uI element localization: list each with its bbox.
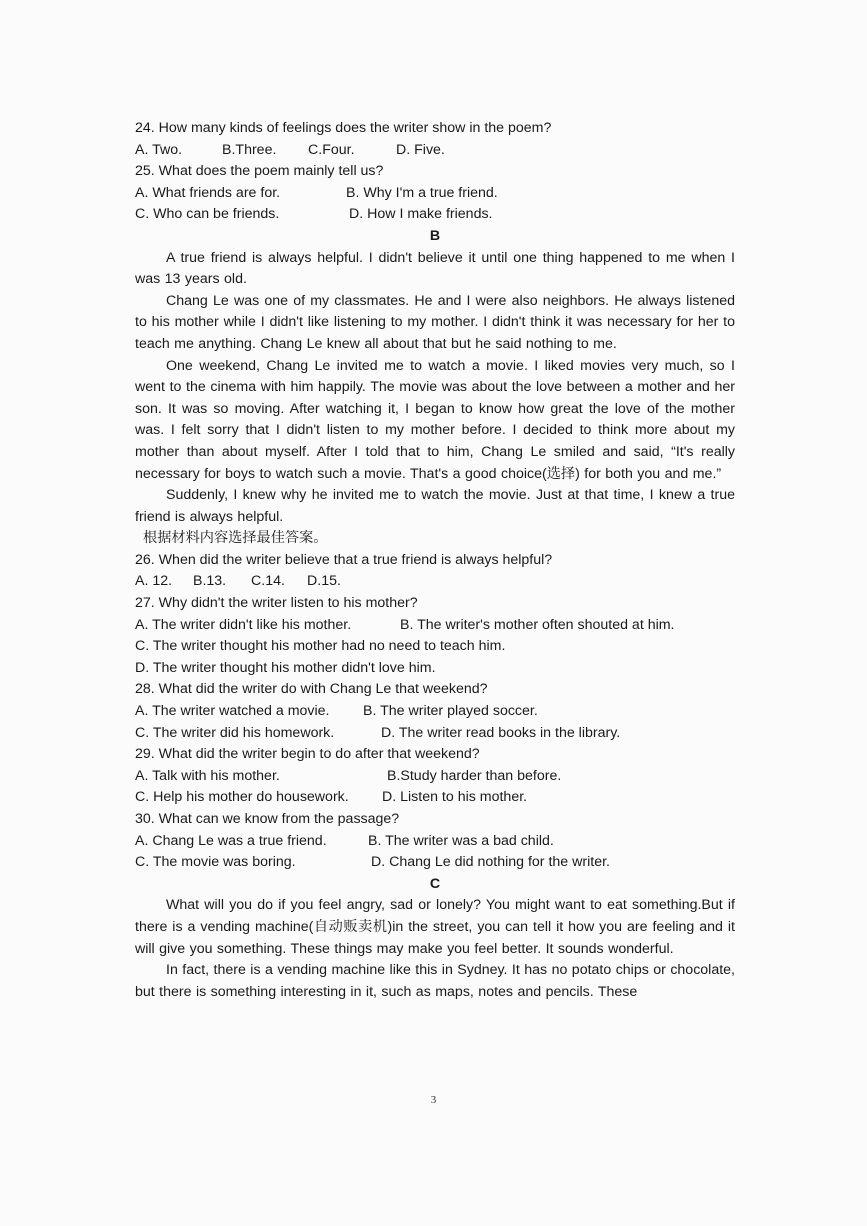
q30-option-c: C. The movie was boring. xyxy=(135,854,296,871)
q26-option-a: A. 12. xyxy=(135,573,173,590)
q24-option-c: C.Four. xyxy=(308,141,355,158)
q25-option-d: D. How I make friends. xyxy=(349,206,493,223)
q27-option-a: A. The writer didn't like his mother. xyxy=(135,616,352,633)
q28-option-d: D. The writer read books in the library. xyxy=(381,724,621,741)
q28-option-b: B. The writer played soccer. xyxy=(363,703,538,720)
question-30-options-row-2 xyxy=(135,852,735,874)
question-28-options-row-2 xyxy=(135,723,735,745)
q27-option-d: D. The writer thought his mother didn't love him. xyxy=(135,659,436,676)
q26-option-b: B.13. xyxy=(193,573,227,590)
q25-option-a: A. What friends are for. xyxy=(135,184,281,201)
q28-option-a: A. The writer watched a movie. xyxy=(135,703,330,720)
question-29: 29. What did the writer begin to do after that weekend? xyxy=(135,746,480,763)
q29-option-d: D. Listen to his mother. xyxy=(382,789,528,806)
question-24: 24. How many kinds of feelings does the writer show in the poem? xyxy=(135,120,552,136)
question-28: 28. What did the writer do with Chang Le that weekend? xyxy=(135,681,488,698)
question-30: 30. What can we know from the passage? xyxy=(135,811,400,827)
q30-option-b: B. The writer was a bad child. xyxy=(368,832,554,849)
question-27: 27. Why didn't the writer listen to his mother? xyxy=(135,595,418,612)
question-27-options-row-1 xyxy=(135,615,735,637)
section-b-instruction: 根据材料内容选择最佳答案。 xyxy=(143,530,328,547)
q25-option-b: B. Why I'm a true friend. xyxy=(346,184,498,201)
question-26: 26. When did the writer believe that a true friend is always helpful? xyxy=(135,551,553,568)
q30-option-a: A. Chang Le was a true friend. xyxy=(135,832,327,849)
section-c-paragraph-1: What will you do if you feel angry, sad or lonely? You might want to eat something.But if there is a vending machine(自动贩卖机)in the street, you can tell it how you are feeling and it will give you something. These things may make you feel better. It sounds wonderful. xyxy=(135,897,735,957)
page-content xyxy=(135,118,735,1003)
q29-option-b: B.Study harder than before. xyxy=(387,767,562,784)
question-25-options-row-1 xyxy=(135,183,735,205)
q29-option-c: C. Help his mother do housework. xyxy=(135,789,349,806)
q24-option-b: B.Three. xyxy=(222,141,277,158)
q27-option-b: B. The writer's mother often shouted at him. xyxy=(400,616,675,633)
section-b-heading: B xyxy=(429,227,441,244)
q29-option-a: A. Talk with his mother. xyxy=(135,767,280,784)
question-28-options-row-1 xyxy=(135,701,735,723)
q24-option-a: A. Two. xyxy=(135,141,183,158)
section-b-paragraph-3: One weekend, Chang Le invited me to watch a movie. I liked movies very much, so I went to the cinema with him happily. The movie was about the love between a mother and her son. It was so moving. After watching it, I began to know how great the love of the mother was. I felt sorry that I didn't listen to my mother before. I decided to think more about my mother than about myself. After I told that to him, Chang Le smiled and said, “It's really necessary for boys to watch such a movie. That's a good choice(选择) for both you and me.” xyxy=(135,357,735,482)
question-24-options xyxy=(135,140,735,162)
q26-option-d: D.15. xyxy=(307,573,341,590)
question-26-options xyxy=(135,571,735,593)
q25-option-c: C. Who can be friends. xyxy=(135,206,280,223)
q24-option-d: D. Five. xyxy=(396,141,445,158)
section-c-paragraph-2: In fact, there is a vending machine like this in Sydney. It has no potato chips or chocolate, but there is something interesting in it, such as maps, notes and pencils. These xyxy=(135,962,735,1000)
q26-option-c: C.14. xyxy=(251,573,285,590)
section-c-heading: C xyxy=(429,875,441,892)
section-b-paragraph-4: Suddenly, I knew why he invited me to watch the movie. Just at that time, I knew a true friend is always helpful. xyxy=(135,487,735,525)
page-number: 3 xyxy=(430,1094,437,1106)
question-25-options-row-2 xyxy=(135,204,735,226)
section-b-paragraph-2: Chang Le was one of my classmates. He and I were also neighbors. He always listened to his mother while I didn't like listening to my mother. I didn't think it was necessary for her to teach me anything. Chang Le knew all about that but he said nothing to me. xyxy=(135,292,735,352)
q30-option-d: D. Chang Le did nothing for the writer. xyxy=(371,854,610,871)
question-29-options-row-1 xyxy=(135,766,735,788)
q28-option-c: C. The writer did his homework. xyxy=(135,724,335,741)
section-b-paragraph-1: A true friend is always helpful. I didn't believe it until one thing happened to me when I was 13 years old. xyxy=(135,249,735,288)
q27-option-c: C. The writer thought his mother had no need to teach him. xyxy=(135,638,506,655)
question-25: 25. What does the poem mainly tell us? xyxy=(135,163,384,180)
question-29-options-row-2 xyxy=(135,787,735,809)
question-30-options-row-1 xyxy=(135,831,735,853)
